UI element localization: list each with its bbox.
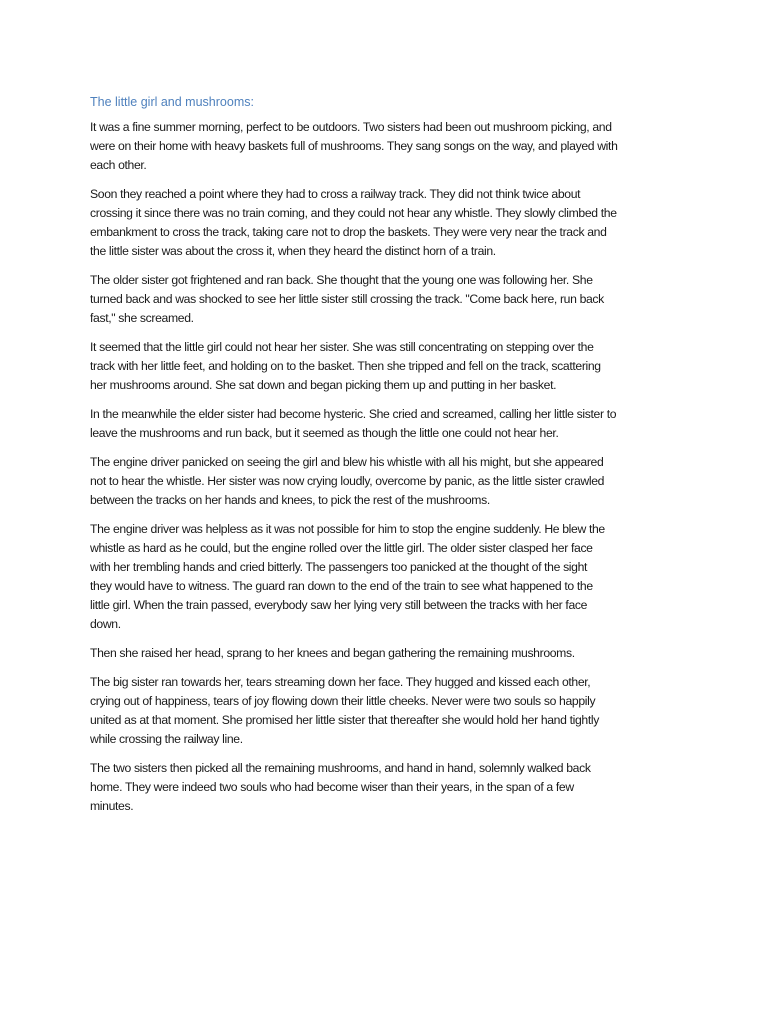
text-line: while crossing the railway line. [90,732,243,746]
text-line: crying out of happiness, tears of joy flowing down their little cheeks. Never were two souls so happily [90,694,596,708]
text-line: The big sister ran towards her, tears streaming down her face. They hugged and kissed each other, [90,675,591,689]
text-line: Then she raised her head, sprang to her knees and began gathering the remaining mushrooms. [90,646,575,660]
document-body [90,93,680,826]
text-line: The two sisters then picked all the remaining mushrooms, and hand in hand, solemnly walked back [90,761,591,775]
text-line: home. They were indeed two souls who had become wiser than their years, in the span of a few [90,780,574,794]
paragraph-9 [90,673,680,749]
text-line: It seemed that the little girl could not hear her sister. She was still concentrating on stepping over the [90,340,594,354]
text-line: In the meanwhile the elder sister had become hysteric. She cried and screamed, calling her little sister to [90,407,617,421]
text-line: minutes. [90,799,134,813]
document-title: The little girl and mushrooms: [90,95,254,109]
paragraph-5 [90,405,680,443]
paragraph-6 [90,453,680,510]
text-line: turned back and was shocked to see her little sister still crossing the track. "Come back here, run back [90,292,604,306]
text-line: with her trembling hands and cried bitterly. The passengers too panicked at the thought of the sight [90,560,588,574]
text-line: each other. [90,158,147,172]
text-line: the little sister was about the cross it, when they heard the distinct horn of a train. [90,244,496,258]
text-line: her mushrooms around. She sat down and began picking them up and putting in her basket. [90,378,557,392]
text-line: The engine driver was helpless as it was not possible for him to stop the engine suddenly. He blew the [90,522,605,536]
paragraph-8 [90,644,680,663]
text-line: crossing it since there was no train coming, and they could not hear any whistle. They slowly climbed the [90,206,617,220]
text-line: united as at that moment. She promised her little sister that thereafter she would hold her hand tightly [90,713,599,727]
text-line: The engine driver panicked on seeing the girl and blew his whistle with all his might, but she appeared [90,455,604,469]
text-line: It was a fine summer morning, perfect to be outdoors. Two sisters had been out mushroom picking, and [90,120,612,134]
text-line: leave the mushrooms and run back, but it seemed as though the little one could not hear her. [90,426,559,440]
paragraph-2 [90,185,680,261]
text-line: embankment to cross the track, taking care not to drop the baskets. They were very near the track and [90,225,607,239]
text-line: between the tracks on her hands and knees, to pick the rest of the mushrooms. [90,493,490,507]
text-line: track with her little feet, and holding on to the basket. Then she tripped and fell on the track, scattering [90,359,601,373]
text-line: they would have to witness. The guard ran down to the end of the train to see what happened to the [90,579,593,593]
text-line: Soon they reached a point where they had to cross a railway track. They did not think twice about [90,187,581,201]
text-line: not to hear the whistle. Her sister was now crying loudly, overcome by panic, as the little sister crawled [90,474,605,488]
paragraph-1 [90,118,680,175]
paragraph-3 [90,271,680,328]
text-line: were on their home with heavy baskets full of mushrooms. They sang songs on the way, and played with [90,139,618,153]
text-line: down. [90,617,121,631]
text-line: The older sister got frightened and ran back. She thought that the young one was following her. She [90,273,593,287]
paragraph-4 [90,338,680,395]
text-line: little girl. When the train passed, everybody saw her lying very still between the tracks with her face [90,598,588,612]
paragraph-7 [90,520,680,634]
paragraph-10 [90,759,680,816]
text-line: fast," she screamed. [90,311,194,325]
text-line: whistle as hard as he could, but the engine rolled over the little girl. The older sister clasped her face [90,541,593,555]
